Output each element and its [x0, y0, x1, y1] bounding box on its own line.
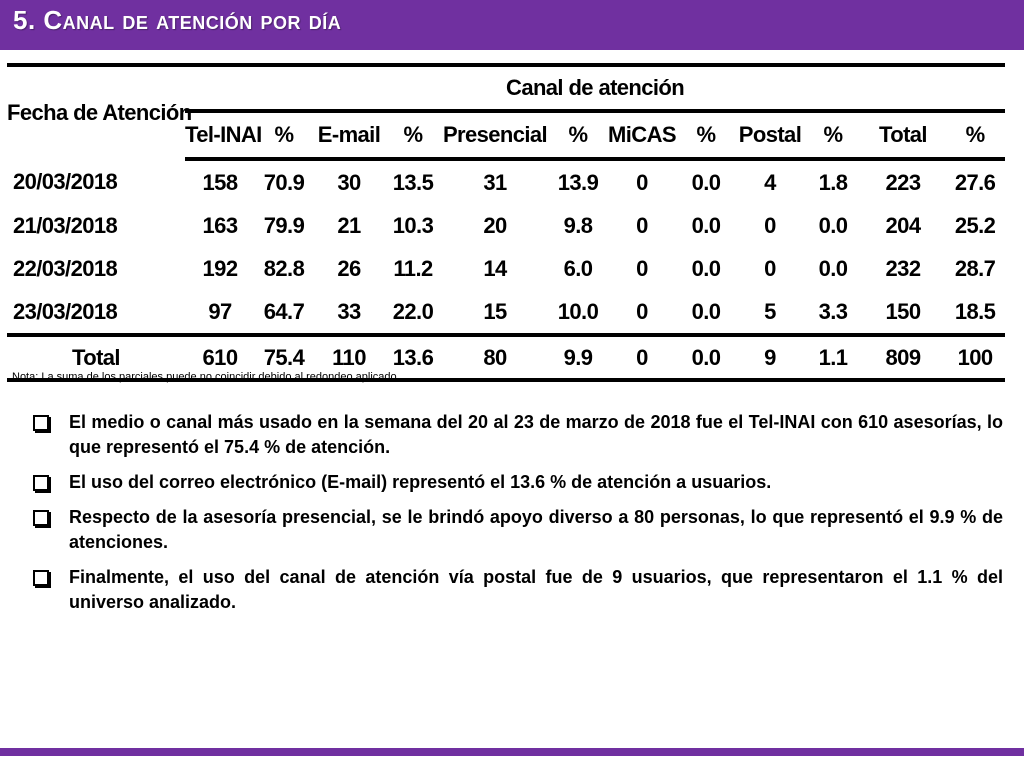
- table-cell: 5: [764, 298, 776, 324]
- table-cell: 0: [764, 255, 776, 281]
- table-cell: 13.5: [392, 169, 434, 195]
- table-cell: 0: [636, 298, 648, 324]
- table-cell: 163: [202, 212, 238, 238]
- table-cell: 30: [337, 169, 361, 195]
- table-cell: 223: [885, 169, 921, 195]
- table-cell: 0: [764, 212, 776, 238]
- column-header: %: [945, 111, 1005, 159]
- checkbox-bullet-icon: [33, 415, 49, 431]
- table-cell: 22.0: [392, 298, 434, 324]
- table-cell: 22/03/2018: [13, 255, 118, 281]
- table-row: [7, 204, 1005, 247]
- bullet-item: [33, 565, 1003, 615]
- table-row: [7, 247, 1005, 290]
- column-header: %: [805, 111, 861, 159]
- table-cell: 82.8: [263, 255, 305, 281]
- column-header: %: [677, 111, 735, 159]
- group-header: Canal de atención: [185, 67, 1005, 111]
- table-cell: 204: [885, 212, 921, 238]
- table-container: [7, 63, 1005, 382]
- bullet-text: Respecto de la asesoría presencial, se le brindó apoyo diverso a 80 personas, lo que representó el 9.9 % de atenciones.: [69, 507, 1003, 552]
- footnote: Nota: La suma de los parciales puede no coincidir debido al redondeo aplicado.: [12, 371, 400, 383]
- table-cell: 9.8: [563, 212, 593, 238]
- page-title: 5. Canal de atención por día: [13, 5, 342, 35]
- table-cell: 20: [483, 212, 507, 238]
- column-header: %: [385, 111, 441, 159]
- table-cell: 27.6: [954, 169, 996, 195]
- table-cell: 79.9: [263, 212, 305, 238]
- table-cell: 3.3: [818, 298, 848, 324]
- total-cell: 80: [441, 335, 549, 380]
- checkbox-bullet-icon: [33, 475, 49, 491]
- table-cell: 0: [636, 255, 648, 281]
- table-cell: 13.9: [557, 169, 599, 195]
- table-cell: 20/03/2018: [13, 168, 118, 194]
- attention-table: [7, 67, 1005, 382]
- column-header: MiCAS: [607, 111, 677, 159]
- table-cell: 0: [636, 212, 648, 238]
- total-cell: 75.4: [255, 335, 313, 380]
- bullet-item: [33, 505, 1003, 555]
- bullet-item: [33, 410, 1003, 460]
- table-cell: 1.8: [818, 169, 848, 195]
- title-bar: [0, 0, 1024, 50]
- table-cell: 33: [337, 298, 361, 324]
- total-cell: 809: [861, 335, 945, 380]
- bullet-list: [33, 410, 1003, 625]
- table-cell: 4: [764, 169, 776, 195]
- total-cell: 1.1: [805, 335, 861, 380]
- table-cell: 28.7: [954, 255, 996, 281]
- table-cell: 10.0: [557, 298, 599, 324]
- table-cell: 192: [202, 255, 238, 281]
- total-cell: 100: [945, 335, 1005, 380]
- total-cell: 610: [185, 335, 255, 380]
- column-header: Tel-INAI: [185, 111, 255, 159]
- table-cell: 15: [483, 298, 507, 324]
- checkbox-bullet-icon: [33, 570, 49, 586]
- table-cell: 150: [885, 298, 921, 324]
- bullet-text: Finalmente, el uso del canal de atención vía postal fue de 9 usuarios, que representaron el 1.1 % del universo analizado.: [69, 567, 1003, 612]
- table-cell: 0.0: [691, 298, 721, 324]
- table-cell: 0.0: [818, 255, 848, 281]
- column-header: Postal: [735, 111, 805, 159]
- bullet-text: El uso del correo electrónico (E-mail) representó el 13.6 % de atención a usuarios.: [69, 472, 772, 492]
- column-header: Presencial: [441, 111, 549, 159]
- bullet-item: [33, 470, 1003, 495]
- total-cell: 9: [735, 335, 805, 380]
- table-cell: 64.7: [263, 298, 305, 324]
- table-cell: 21/03/2018: [13, 212, 118, 238]
- table-cell: 6.0: [563, 255, 593, 281]
- column-header: Total: [861, 111, 945, 159]
- column-header: %: [549, 111, 607, 159]
- table-cell: 0: [636, 169, 648, 195]
- column-header: %: [255, 111, 313, 159]
- fecha-header: Fecha de Atención: [7, 100, 192, 125]
- total-cell: 0: [607, 335, 677, 380]
- table-cell: 0.0: [691, 212, 721, 238]
- table-cell: 26: [337, 255, 361, 281]
- table-cell: 70.9: [263, 169, 305, 195]
- bottom-bar: [0, 748, 1024, 756]
- table-cell: 23/03/2018: [13, 298, 118, 324]
- table-cell: 21: [337, 212, 361, 238]
- bullet-text: El medio o canal más usado en la semana del 20 al 23 de marzo de 2018 fue el Tel-INAI con 610 asesorías, lo que representó el 75.4 % de atención.: [69, 412, 1003, 457]
- total-cell: 9.9: [549, 335, 607, 380]
- table-cell: 10.3: [392, 212, 434, 238]
- total-label: Total: [7, 335, 185, 380]
- total-cell: 110: [313, 335, 385, 380]
- table-cell: 31: [483, 169, 507, 195]
- table-cell: 0.0: [691, 255, 721, 281]
- table-cell: 18.5: [954, 298, 996, 324]
- table-cell: 25.2: [954, 212, 996, 238]
- total-cell: 13.6: [385, 335, 441, 380]
- table-cell: 0.0: [691, 169, 721, 195]
- table-cell: 0.0: [818, 212, 848, 238]
- table-cell: 11.2: [393, 255, 433, 281]
- checkbox-bullet-icon: [33, 510, 49, 526]
- table-row: [7, 159, 1005, 204]
- table-cell: 97: [208, 298, 232, 324]
- column-header: E-mail: [313, 111, 385, 159]
- table-cell: 14: [483, 255, 507, 281]
- table-cell: 232: [885, 255, 921, 281]
- table-cell: 158: [202, 169, 238, 195]
- total-cell: 0.0: [677, 335, 735, 380]
- table-row: [7, 290, 1005, 335]
